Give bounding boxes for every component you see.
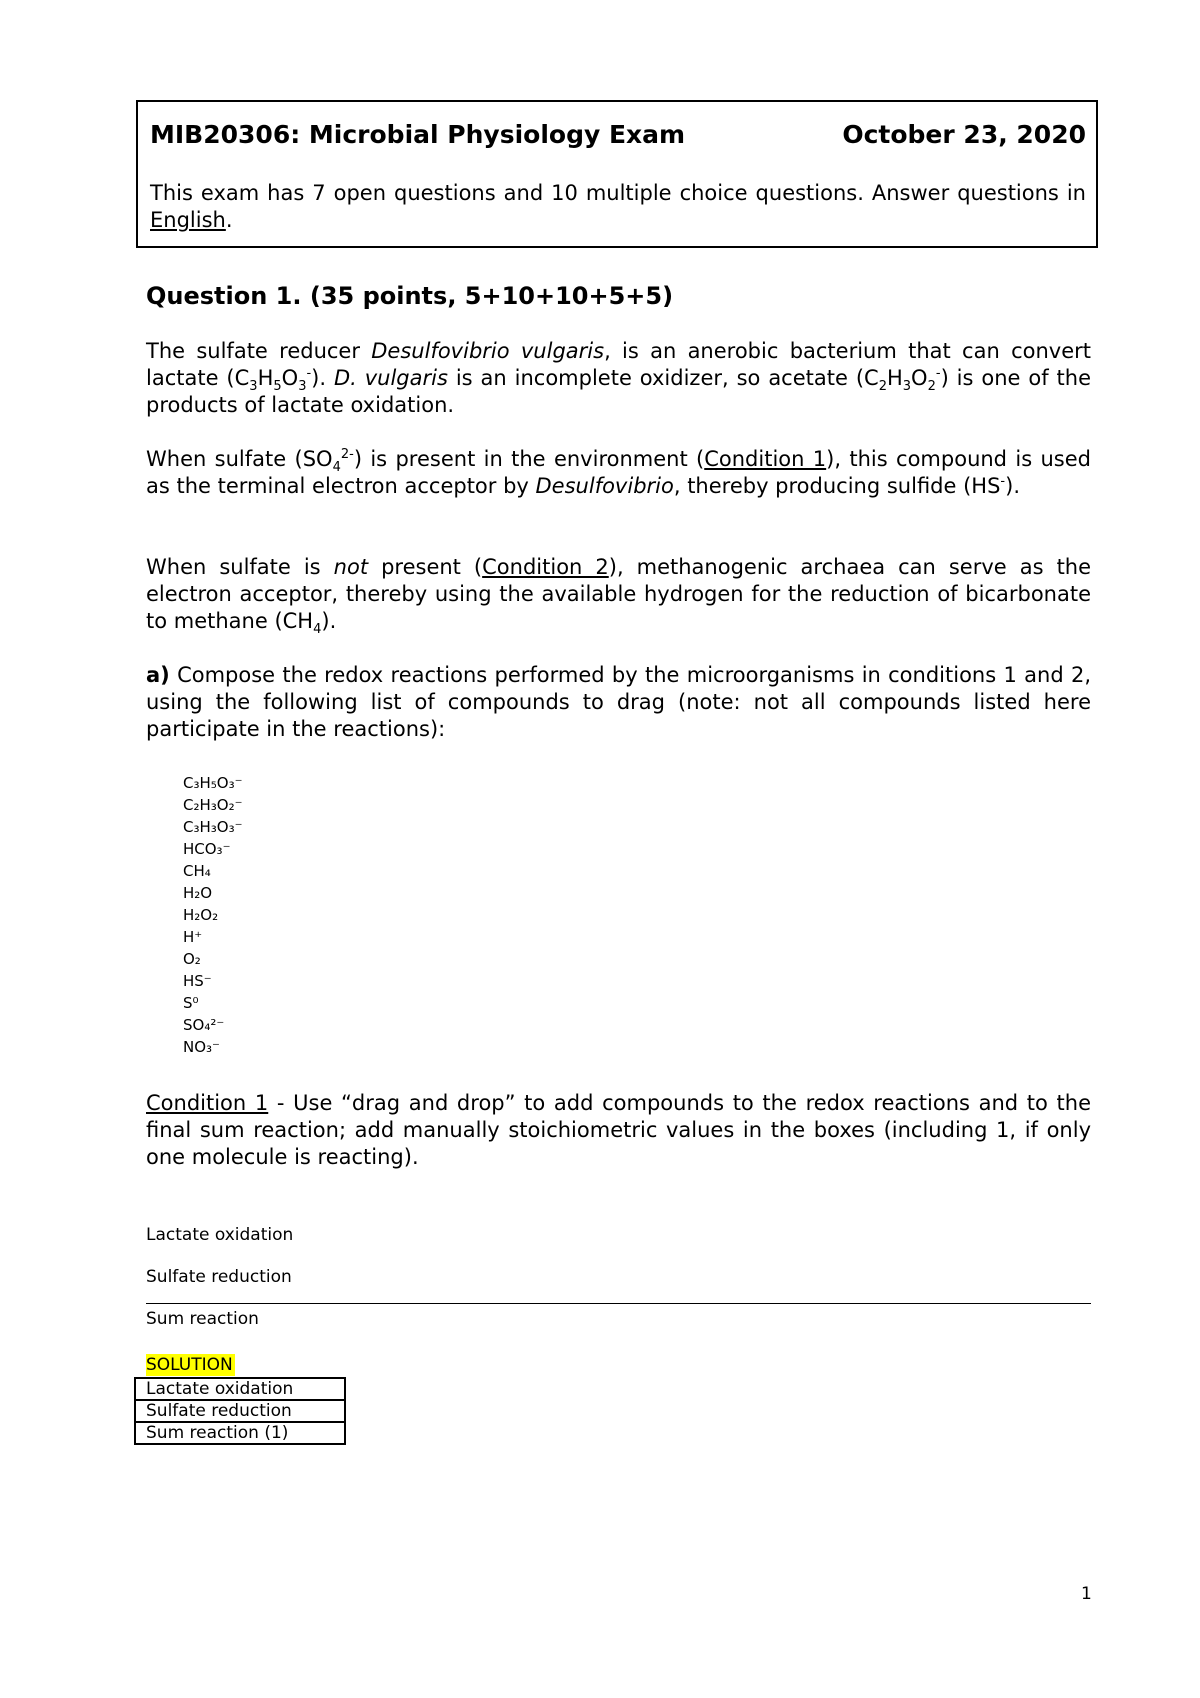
compound-item[interactable]: C₂H₃O₂⁻: [183, 796, 243, 814]
solution-cell: Sulfate reduction: [135, 1400, 345, 1422]
table-row: [135, 1400, 345, 1422]
exam-title: MIB20306: Microbial Physiology Exam: [150, 120, 686, 149]
part-a-label: a): [146, 663, 170, 687]
condition-1-label: Condition 1: [146, 1091, 269, 1115]
table-row: [135, 1422, 345, 1444]
table-row: [135, 1378, 345, 1400]
solution-cell: Sum reaction (1): [135, 1422, 345, 1444]
exam-intro: This exam has 7 open questions and 10 multiple choice questions. Answer questions in English.: [150, 181, 1086, 232]
solution-cell: Lactate oxidation: [135, 1378, 345, 1400]
compound-list[interactable]: [183, 772, 243, 1058]
compound-item[interactable]: C₃H₃O₃⁻: [183, 818, 243, 836]
compound-item[interactable]: CH₄: [183, 862, 211, 880]
compound-item[interactable]: H₂O₂: [183, 906, 219, 924]
english-link: English: [150, 208, 226, 232]
question-1-paragraph-1: The sulfate reducer Desulfovibrio vulgaris, is an anerobic bacterium that can convert lactate $(C_3H_5O_3^-)$. D. vulgaris is an incomplete oxidizer, so acetate $(C_2H_3O_2^-)$ is one of the products of lactate oxidation.: [146, 339, 1092, 417]
question-1-paragraph-2: When sulfate $(SO_4^{2-})$ is present in the environment (Condition 1), this compound is used as the terminal electron acceptor by Desulfovibrio, thereby producing sulfide (HS-).: [146, 447, 1091, 498]
question-1-title: Question 1. (35 points, 5+10+10+5+5): [146, 282, 674, 310]
compound-item[interactable]: HCO₃⁻: [183, 840, 231, 858]
compound-item[interactable]: SO₄²⁻: [183, 1016, 225, 1034]
question-1a-instructions: a) Compose the redox reactions performed by the microorganisms in conditions 1 and 2, using the following list of compounds to drag (note: not all compounds listed here participate in the reactions):: [146, 663, 1091, 741]
page-number: 1: [1081, 1584, 1092, 1604]
sum-divider-line: [146, 1303, 1091, 1304]
compound-item[interactable]: C₃H₅O₃⁻: [183, 774, 243, 792]
compound-item[interactable]: S⁰: [183, 994, 199, 1012]
exam-header-box: [136, 100, 1098, 248]
exam-date: October 23, 2020: [842, 120, 1086, 149]
condition-1-ref: Condition 1: [704, 447, 827, 471]
solution-table: [134, 1377, 346, 1445]
lactate-oxidation-label: Lactate oxidation: [146, 1225, 294, 1245]
compound-item[interactable]: HS⁻: [183, 972, 212, 990]
condition-2-ref: Condition 2: [482, 555, 609, 579]
compound-item[interactable]: H⁺: [183, 928, 203, 946]
condition-1-instructions: Condition 1 - Use “drag and drop” to add compounds to the redox reactions and to the final sum reaction; add manually stoichiometric values in the boxes (including 1, if only one molecule is reacting).: [146, 1091, 1092, 1169]
question-1-paragraph-3: When sulfate is not present (Condition 2), methanogenic archaea can serve as the electron acceptor, thereby using the available hydrogen for the reduction of bicarbonate to methane $(CH_4)$.: [146, 555, 1092, 638]
compound-item[interactable]: NO₃⁻: [183, 1038, 220, 1056]
compound-item[interactable]: H₂O: [183, 884, 213, 902]
sulfate-reduction-label: Sulfate reduction: [146, 1267, 292, 1287]
sum-reaction-label: Sum reaction: [146, 1309, 259, 1329]
compound-item[interactable]: O₂: [183, 950, 201, 968]
solution-highlight: SOLUTION: [146, 1355, 233, 1375]
